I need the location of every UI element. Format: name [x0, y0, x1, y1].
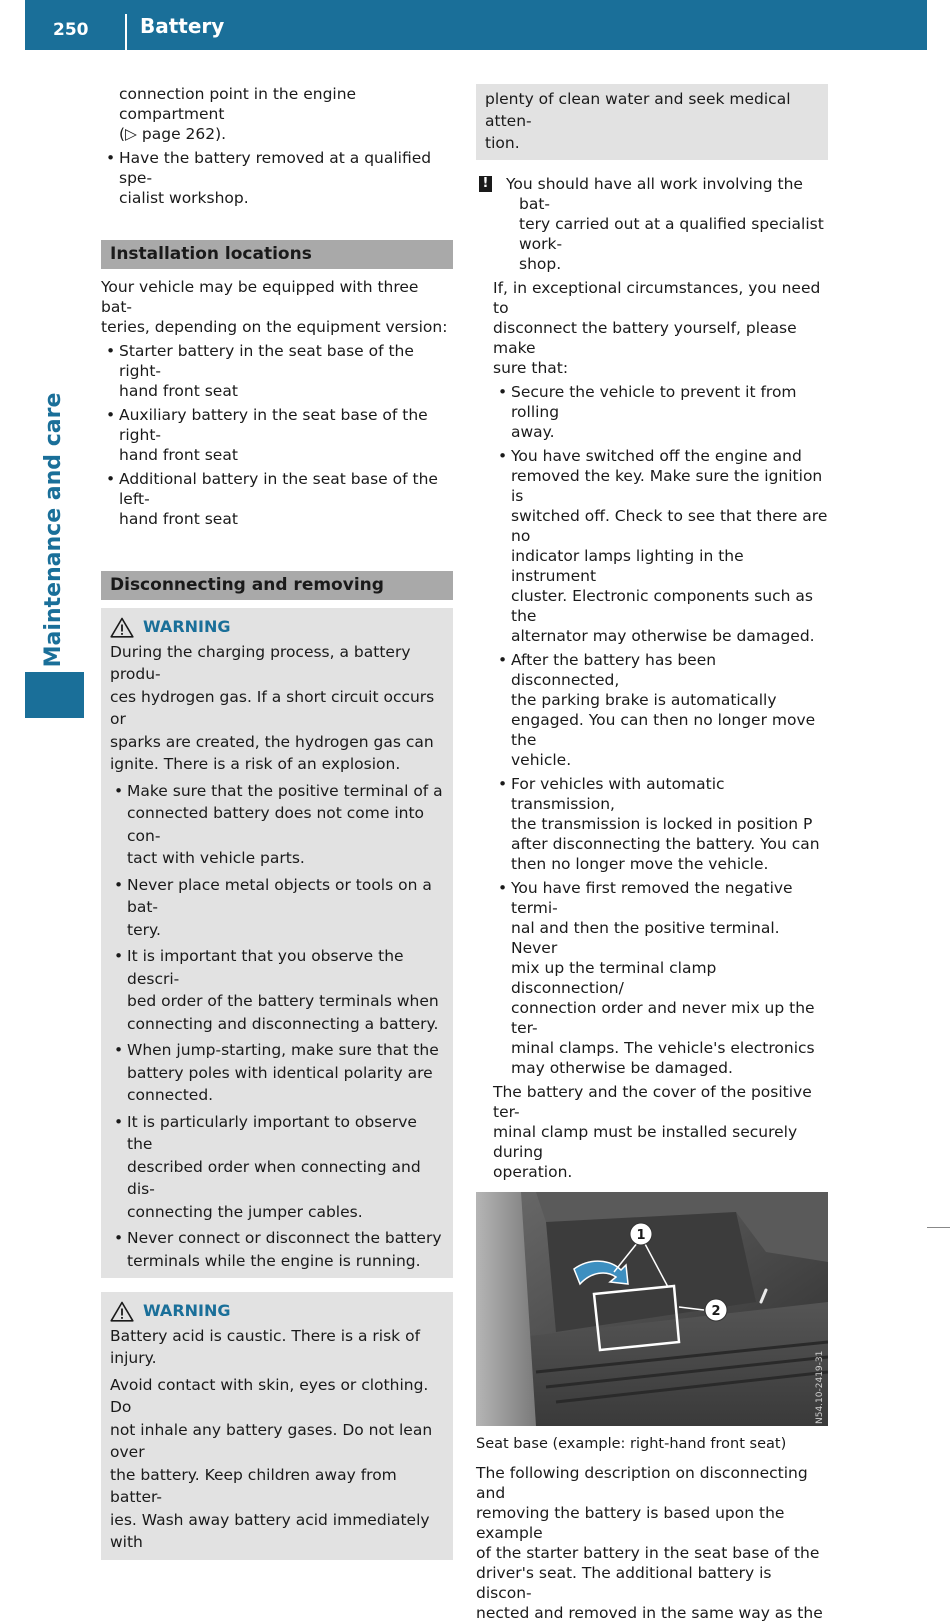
page-reference[interactable]: (▷ page 262).: [119, 125, 227, 143]
header-divider: [125, 14, 127, 50]
crop-mark: [927, 1227, 950, 1228]
exceptional-text: If, in exceptional circumstances, you need to disconnect the battery yourself, please make sure that:: [493, 279, 821, 377]
list-item: • You have switched off the engine and removed the key. Make sure the ignition is switched off. Check to see that there are no indicator lamps lighting in the instrument cluster. Electronic components such as the alternator may otherwise be damaged.: [493, 446, 828, 646]
warning-box-acid: [101, 1292, 453, 1560]
list-item: • Additional battery in the seat base of the left- hand front seat: [101, 469, 453, 529]
warning-triangle-icon: [110, 617, 134, 638]
warning-title: WARNING: [110, 1300, 445, 1323]
right-column: [476, 84, 828, 1623]
section-heading-installation: Installation locations: [101, 240, 453, 269]
text-line: connection point in the engine compartment: [119, 85, 357, 123]
seat-base-figure: [476, 1192, 828, 1454]
list-item: • Starter battery in the seat base of the right- hand front seat: [101, 341, 453, 401]
conditions-list: [493, 382, 828, 1078]
continued-text: [101, 84, 453, 144]
installation-list: [101, 341, 453, 529]
list-item: • After the battery has been disconnected, the parking brake is automatically engaged. You can then no longer move the vehicle.: [493, 650, 828, 770]
callout-1: 1: [636, 1228, 646, 1243]
page-number: 250: [53, 20, 89, 40]
exceptional-block: [476, 278, 828, 1182]
figure-caption: Seat base (example: right-hand front seat): [476, 1436, 787, 1452]
list-item: • It is important that you observe the descri- bed order of the battery terminals when connecting and disconnecting a battery.: [110, 945, 445, 1035]
figure-code: N54.10-2419-31: [815, 1350, 825, 1424]
notice-block: [476, 174, 828, 274]
warning-title: WARNING: [110, 616, 445, 639]
page-header: [25, 0, 927, 50]
warning-text: Avoid contact with skin, eyes or clothing. Do not inhale any battery gases. Do not lean over the battery. Keep children away from batter- ies. Wash away battery acid immediately with: [110, 1375, 433, 1551]
warning-text: During the charging process, a battery produ- ces hydrogen gas. If a short circuit occurs or sparks are created, the hydrogen gas can ignite. There is a risk of an explosion.: [110, 642, 435, 773]
warning-triangle-icon: [110, 1301, 134, 1322]
continued-list: [101, 148, 453, 208]
section-heading-disconnecting: Disconnecting and removing: [101, 571, 453, 600]
list-item: • Auxiliary battery in the seat base of the right- hand front seat: [101, 405, 453, 465]
list-item: • Never place metal objects or tools on a bat- tery.: [110, 874, 445, 942]
list-item: • Never connect or disconnect the battery terminals while the engine is running.: [110, 1227, 445, 1272]
list-item: • Make sure that the positive terminal of a connected battery does not come into con- tact with vehicle parts.: [110, 780, 445, 870]
seat-base-photo: [476, 1192, 828, 1426]
list-item: • It is particularly important to observe the described order when connecting and dis- connecting the jumper cables.: [110, 1111, 445, 1224]
warning-list: [110, 780, 445, 1273]
callout-2: 2: [711, 1304, 721, 1319]
description-text: The following description on disconnecting and removing the battery is based upon the example of the starter battery in the seat base of the driver's seat. The additional battery is discon- nected and removed in the same way as the: [476, 1464, 823, 1622]
closing-text: The battery and the cover of the positive ter- minal clamp must be installed securely during operation.: [493, 1083, 812, 1181]
exclamation-icon: !: [479, 176, 492, 192]
list-item: • Secure the vehicle to prevent it from rolling away.: [493, 382, 828, 442]
warning-box-hydrogen: [101, 608, 453, 1278]
warning-text: Battery acid is caustic. There is a risk of injury.: [110, 1326, 421, 1367]
left-column: [101, 84, 453, 1560]
list-item: • Have the battery removed at a qualified spe- cialist workshop.: [101, 148, 453, 208]
page-title: Battery: [140, 14, 225, 38]
chapter-tab-label: Maintenance and care: [41, 392, 66, 668]
list-item: • When jump-starting, make sure that the battery poles with identical polarity are connected.: [110, 1039, 445, 1107]
warning-box-continued: plenty of clean water and seek medical atten- tion.: [476, 84, 828, 160]
list-item: • For vehicles with automatic transmission, the transmission is locked in position P after disconnecting the battery. You can then no longer move the vehicle.: [493, 774, 828, 874]
chapter-tab-marker: [25, 672, 84, 718]
installation-intro: Your vehicle may be equipped with three bat- teries, depending on the equipment version:: [101, 278, 448, 336]
list-item: • You have first removed the negative termi- nal and then the positive terminal. Never mix up the terminal clamp disconnection/ connection order and never mix up the ter- minal clamps. The vehicle's electronics may otherwise be damaged.: [493, 878, 828, 1078]
notice-text: You should have all work involving the bat- tery carried out at a qualified specialist work- shop.: [506, 175, 824, 273]
